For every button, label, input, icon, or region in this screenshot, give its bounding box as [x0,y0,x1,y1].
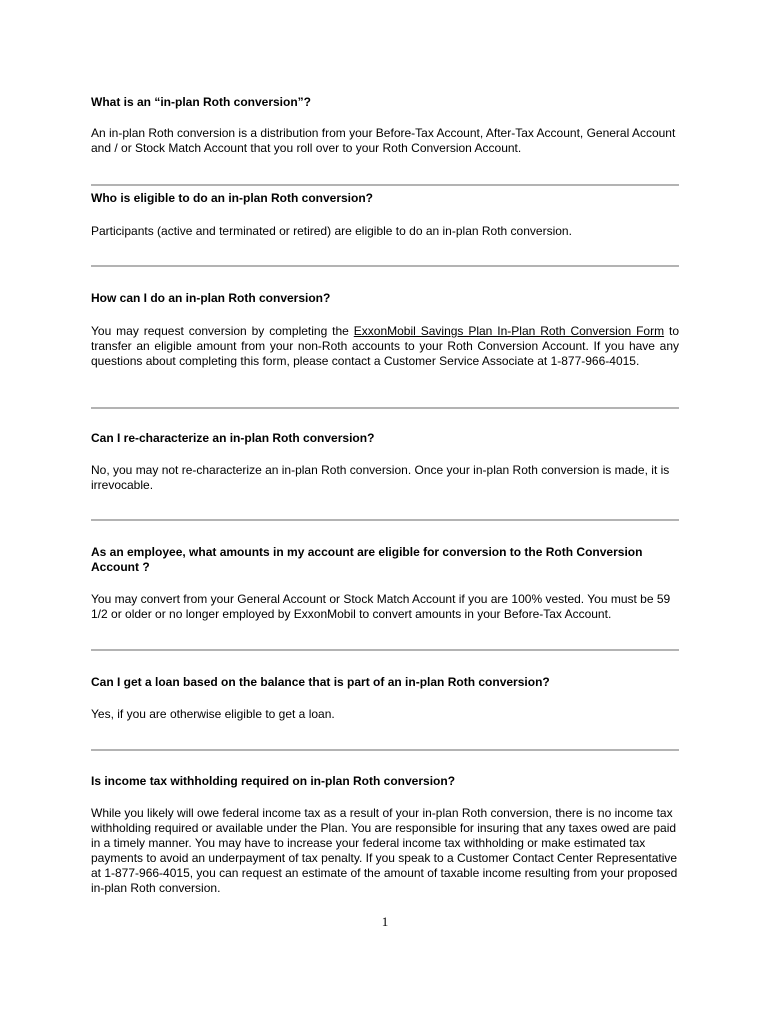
faq-answer-text: to transfer an eligible amount from your non-Roth accounts to your Roth Conversion Account. If you have any questions about completing this form, please contact a Customer Service Associate at 1-877-966-4015. [91,324,680,368]
faq-answer [91,324,679,369]
faq-answer: Participants (active and terminated or retired) are eligible to do an in-plan Roth conversion. [91,224,572,238]
faq-answer: You may convert from your General Account or Stock Match Account if you are 100% vested. You must be 59 1/2 or older or no longer employed by ExxonMobil to convert amounts in your Before-Tax Account. [91,592,671,621]
faq-question: Can I get a loan based on the balance that is part of an in-plan Roth conversion? [91,675,550,689]
conversion-form-link[interactable]: ExxonMobil Savings Plan In-Plan Roth Conversion Form [353,324,665,338]
faq-answer: While you likely will owe federal income tax as a result of your in-plan Roth conversion, there is no income tax withholding required or available under the Plan. You are responsible for insuring that any taxes owed are paid in a timely manner. You may have to increase your federal income tax withholding or make estimated tax payments to avoid an underpayment of tax penalty. If you speak to a Customer Contact Center Representative at 1-877-966-4015, you can request an estimate of the amount of taxable income resulting from your proposed in-plan Roth conversion. [91,806,678,895]
section-divider [91,749,679,751]
faq-section-2 [91,191,679,239]
faq-answer: Yes, if you are otherwise eligible to get a loan. [91,707,335,721]
faq-answer-text: You may request conversion by completing the [91,324,354,338]
faq-question: How can I do an in-plan Roth conversion? [91,291,331,305]
faq-section-4 [91,431,679,493]
faq-answer: No, you may not re-characterize an in-plan Roth conversion. Once your in-plan Roth conversion is made, it is irrevocable. [91,463,670,492]
faq-question: Is income tax withholding required on in-plan Roth conversion? [91,774,456,788]
faq-question: What is an “in-plan Roth conversion”? [91,95,312,109]
faq-answer: An in-plan Roth conversion is a distribution from your Before-Tax Account, After-Tax Account, General Account and / or Stock Match Account that you roll over to your Roth Conversion Account. [91,126,676,155]
faq-section-7 [91,774,679,896]
faq-question: Who is eligible to do an in-plan Roth conversion? [91,191,373,205]
section-divider [91,649,679,651]
section-divider [91,407,679,409]
faq-section-3 [91,291,679,369]
faq-section-6 [91,675,679,722]
faq-section-5 [91,545,679,622]
section-divider [91,265,679,267]
page-number: 1 [381,914,389,929]
faq-question: As an employee, what amounts in my account are eligible for conversion to the Roth Conversion Account ? [91,545,643,574]
faq-question: Can I re-characterize an in-plan Roth conversion? [91,431,375,445]
faq-section-1 [91,95,679,156]
section-divider [91,519,679,521]
section-divider [91,184,679,186]
